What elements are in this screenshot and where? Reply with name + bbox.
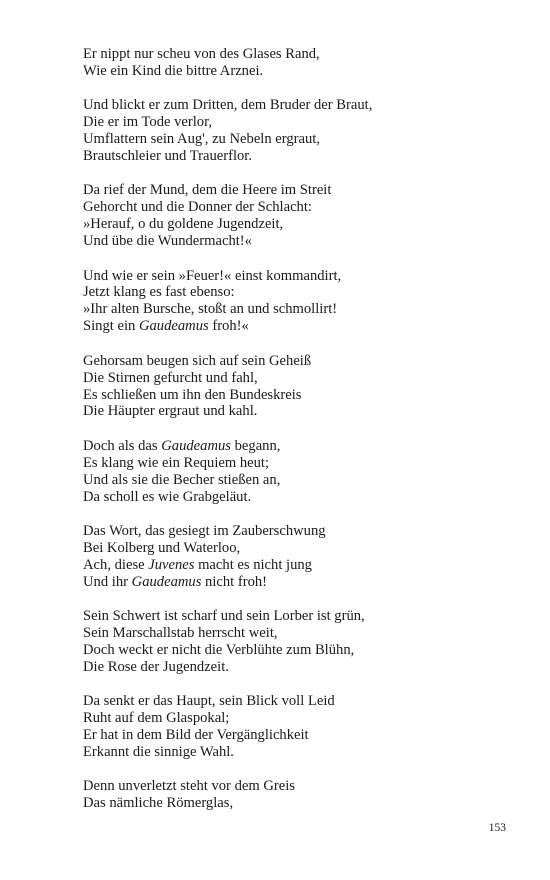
verse-line bbox=[83, 131, 523, 148]
line-text: Und wie er sein »Feuer!« einst kommandirt, bbox=[83, 267, 342, 284]
verse-line bbox=[83, 455, 523, 472]
line-text: Singt ein bbox=[83, 318, 139, 335]
italic-text: Gaudeamus bbox=[138, 318, 209, 335]
line-text: Doch weckt er nicht die Verblühte zum Blühn, bbox=[83, 641, 355, 658]
verse-line bbox=[83, 97, 523, 114]
verse-line bbox=[83, 744, 523, 761]
stanza bbox=[83, 353, 523, 421]
line-text: Die Häupter ergraut und kahl. bbox=[83, 403, 258, 420]
verse-line bbox=[83, 557, 523, 574]
line-text: Sein Marschallstab herrscht weit, bbox=[83, 624, 278, 641]
italic-text: Gaudeamus bbox=[161, 437, 231, 454]
line-text: nicht froh! bbox=[201, 573, 268, 590]
verse-line bbox=[83, 199, 523, 216]
line-text: Denn unverletzt steht vor dem Greis bbox=[83, 778, 295, 795]
line-text: Brautschleier und Trauerflor. bbox=[83, 148, 253, 165]
verse-line bbox=[83, 472, 523, 489]
line-text: Und übe die Wundermacht!« bbox=[83, 233, 252, 250]
verse-line bbox=[83, 540, 523, 557]
stanza bbox=[83, 523, 523, 591]
line-text: Er nippt nur scheu von des Glases Rand, bbox=[83, 46, 320, 62]
line-text: Da scholl es wie Grabgeläut. bbox=[83, 488, 252, 505]
verse-line bbox=[83, 727, 523, 744]
line-text: Erkannt die sinnige Wahl. bbox=[83, 743, 234, 760]
verse-line bbox=[83, 659, 523, 676]
stanza bbox=[83, 438, 523, 506]
line-text: begann, bbox=[230, 437, 281, 454]
verse-line bbox=[83, 353, 523, 370]
line-text: Gehorcht und die Donner der Schlacht: bbox=[83, 199, 312, 216]
verse-line bbox=[83, 284, 523, 301]
italic-text: Gaudeamus bbox=[131, 573, 202, 590]
verse-line bbox=[83, 46, 523, 63]
verse-line bbox=[83, 268, 523, 285]
line-text: Das Wort, das gesiegt im Zauberschwung bbox=[83, 522, 326, 539]
stanza bbox=[83, 778, 523, 812]
line-text: Die er im Tode verlor, bbox=[83, 114, 213, 131]
verse-line bbox=[83, 403, 523, 420]
verse-line bbox=[83, 182, 523, 199]
verse-line bbox=[83, 438, 523, 455]
verse-line bbox=[83, 778, 523, 795]
verse-line bbox=[83, 608, 523, 625]
line-text: Da rief der Mund, dem die Heere im Streit bbox=[83, 182, 332, 199]
line-text: »Herauf, o du goldene Jugendzeit, bbox=[83, 216, 284, 233]
verse-line bbox=[83, 318, 523, 335]
verse-line bbox=[83, 625, 523, 642]
verse-line bbox=[83, 233, 523, 250]
line-text: Und als sie die Becher stießen an, bbox=[83, 471, 281, 488]
line-text: Ruht auf dem Glaspokal; bbox=[83, 710, 230, 727]
stanza bbox=[83, 608, 523, 676]
line-text: Jetzt klang es fast ebenso: bbox=[83, 284, 235, 301]
verse-line bbox=[83, 63, 523, 80]
stanza bbox=[83, 46, 523, 80]
line-text: Doch als das bbox=[83, 437, 162, 454]
verse-line bbox=[83, 216, 523, 233]
verse-line bbox=[83, 710, 523, 727]
line-text: Das nämliche Römerglas, bbox=[83, 795, 234, 812]
stanza bbox=[83, 182, 523, 250]
line-text: Es klang wie ein Requiem heut; bbox=[83, 454, 270, 471]
line-text: Ach, diese bbox=[83, 556, 149, 573]
line-text: Die Stirnen gefurcht und fahl, bbox=[83, 369, 258, 386]
line-text: Es schließen um ihn den Bundeskreis bbox=[83, 386, 302, 403]
line-text: Und blickt er zum Dritten, dem Bruder der Braut, bbox=[83, 97, 373, 114]
verse-line bbox=[83, 489, 523, 506]
line-text: Da senkt er das Haupt, sein Blick voll Leid bbox=[83, 693, 335, 710]
verse-line bbox=[83, 148, 523, 165]
line-text: froh!« bbox=[208, 318, 249, 335]
verse-line bbox=[83, 301, 523, 318]
italic-text: Juvenes bbox=[148, 556, 195, 573]
verse-line bbox=[83, 387, 523, 404]
line-text: Die Rose der Jugendzeit. bbox=[83, 658, 229, 675]
line-text: Und ihr bbox=[83, 573, 132, 590]
verse-line bbox=[83, 523, 523, 540]
stanza bbox=[83, 268, 523, 336]
line-text: Er hat in dem Bild der Vergänglichkeit bbox=[83, 727, 309, 743]
line-text: Bei Kolberg und Waterloo, bbox=[83, 539, 241, 556]
verse-line bbox=[83, 370, 523, 387]
line-text: Umflattern sein Aug', zu Nebeln ergraut, bbox=[83, 131, 321, 148]
verse-line bbox=[83, 642, 523, 659]
line-text: Sein Schwert ist scharf und sein Lorber ist grün, bbox=[83, 608, 365, 625]
verse-line bbox=[83, 574, 523, 591]
poem-body bbox=[83, 46, 523, 830]
line-text: Gehorsam beugen sich auf sein Geheiß bbox=[83, 352, 312, 369]
verse-line bbox=[83, 693, 523, 710]
stanza bbox=[83, 693, 523, 761]
line-text: »Ihr alten Bursche, stoßt an und schmollirt! bbox=[83, 301, 338, 318]
stanza bbox=[83, 97, 523, 165]
verse-line bbox=[83, 795, 523, 812]
line-text: macht es nicht jung bbox=[194, 556, 312, 573]
line-text: Wie ein Kind die bittre Arznei. bbox=[83, 62, 264, 79]
verse-line bbox=[83, 114, 523, 131]
page-number: 153 bbox=[488, 822, 506, 834]
